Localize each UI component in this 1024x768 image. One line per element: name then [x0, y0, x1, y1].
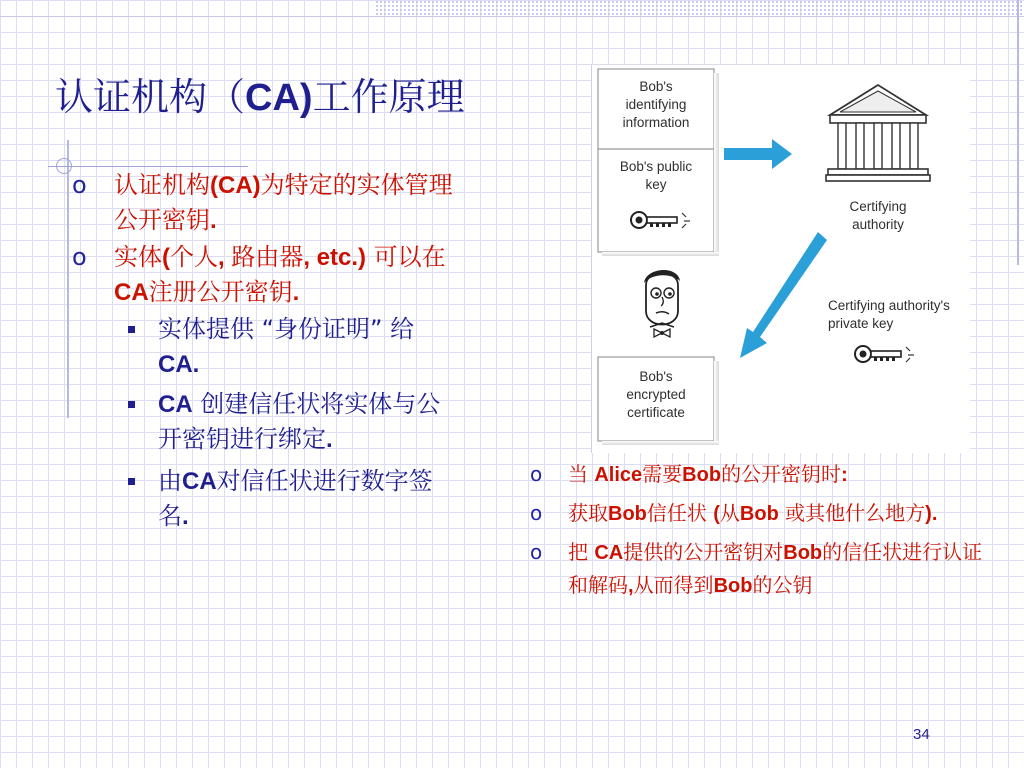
right-bullet-list	[530, 458, 1000, 602]
left-vertical-rule	[67, 140, 69, 418]
text-run: .	[182, 503, 189, 530]
text-run: CA.	[158, 351, 200, 378]
text-run: Bob	[713, 575, 753, 597]
list-item-text	[72, 168, 464, 238]
list-item-text	[530, 497, 988, 530]
text-run: 注册公开密钥	[148, 278, 293, 306]
text-run: ).	[925, 503, 938, 525]
text-run: CA	[182, 468, 217, 495]
text-run: 的公钥	[752, 573, 813, 597]
bullet-marker: o	[530, 462, 543, 486]
text-run: 当	[568, 462, 595, 486]
text-run: 需要	[642, 462, 683, 486]
text-run: Bob	[739, 503, 779, 525]
list-item	[72, 240, 492, 310]
right-vertical-rule	[1017, 0, 1019, 265]
sub-item-text	[128, 464, 458, 534]
text-run: (	[162, 244, 170, 271]
list-item-text	[72, 240, 454, 310]
private-key-icon	[855, 346, 914, 362]
doc-line: Bob's	[639, 369, 673, 384]
text-run: CA	[114, 279, 149, 306]
encrypted-certificate-document	[598, 357, 719, 445]
decorative-rule	[48, 166, 248, 167]
text-run: Bob	[682, 464, 722, 486]
bank-building-icon	[826, 85, 930, 181]
slide-title	[55, 66, 465, 121]
text-run: 为特定的实体管理公开密钥	[114, 171, 453, 234]
text-run: (CA)	[210, 172, 261, 199]
doc-line: Bob's public	[619, 159, 693, 174]
text-run: 把	[568, 540, 595, 564]
square-bullet	[128, 326, 135, 333]
text-run: 由	[158, 467, 182, 495]
list-item	[530, 536, 1000, 602]
text-run: 从	[719, 501, 740, 525]
doc-line: certificate	[627, 405, 685, 420]
text-run: CA	[594, 542, 624, 564]
doc-line: Bob's	[639, 79, 673, 94]
text-run: 路由器	[231, 243, 304, 271]
text-run: 可以在	[366, 243, 446, 271]
sub-list-item	[128, 464, 458, 534]
text-run: 实体提供 “身份证明” 给	[158, 315, 415, 343]
text-run: .	[292, 279, 300, 306]
text-run: 的信任状进行认证和解码	[568, 540, 983, 597]
top-rule	[0, 16, 1024, 17]
text-run: , etc.)	[303, 244, 367, 271]
text-run: 获取	[568, 501, 608, 525]
doc-line: identifying	[625, 97, 687, 112]
text-run: Bob	[608, 503, 647, 525]
page-number: 34	[913, 726, 930, 743]
text-run: 对信任状进行数字签名	[158, 467, 433, 530]
text-run: 认证机构	[114, 171, 210, 199]
text-run: .	[210, 207, 217, 234]
text-run: 实体	[114, 243, 162, 271]
left-bullet-list	[72, 168, 492, 534]
text-run: :	[841, 464, 848, 486]
list-item-text	[530, 536, 988, 602]
private-key-label: Certifying authority's	[828, 298, 950, 313]
person-face-icon	[644, 270, 680, 337]
text-run: 或其他什么地方	[778, 501, 926, 525]
text-run: ,	[628, 575, 634, 597]
bullet-marker: o	[72, 171, 87, 199]
text-run: 提供的公开密钥对	[623, 540, 784, 564]
private-key-label: private key	[828, 316, 894, 331]
text-run: CA	[158, 391, 193, 418]
text-run: 创建信任状将实体与公开密钥进行绑定	[158, 390, 441, 453]
text-run: Alice	[594, 464, 643, 486]
text-run: 信任状	[646, 501, 714, 525]
sub-item-text	[128, 387, 458, 457]
arrow-right	[724, 139, 792, 169]
bullet-marker: o	[530, 540, 543, 564]
ca-label: Certifying	[849, 199, 907, 214]
text-run: 个人	[170, 243, 218, 271]
decorative-ring	[56, 158, 72, 174]
list-item	[530, 458, 1000, 491]
title-en: CA)	[245, 77, 313, 119]
square-bullet	[128, 478, 135, 485]
square-bullet	[128, 401, 135, 408]
text-run: 从而得到	[633, 573, 714, 597]
sub-list-item	[128, 312, 458, 382]
text-run: ,	[218, 244, 232, 271]
sub-list-item	[128, 387, 458, 457]
list-item	[72, 168, 492, 238]
sub-item-text	[128, 312, 458, 382]
doc-line: key	[645, 177, 667, 192]
ca-diagram	[591, 64, 970, 453]
text-run: Bob	[783, 542, 823, 564]
top-dotted-band	[375, 0, 1024, 16]
ca-diagram-svg	[592, 65, 970, 453]
text-run: 的公开密钥时	[721, 462, 842, 486]
title-zh2: 工作原理	[312, 75, 465, 119]
bob-info-document	[598, 69, 719, 256]
arrow-down-left	[740, 232, 827, 358]
list-item	[530, 497, 1000, 530]
list-item-text	[530, 458, 988, 491]
text-run: (	[713, 503, 720, 525]
bullet-marker: o	[530, 501, 543, 525]
doc-line: encrypted	[626, 387, 686, 402]
ca-label: authority	[852, 217, 904, 232]
title-zh: 认证机构（	[55, 75, 246, 119]
bullet-marker: o	[72, 243, 87, 271]
text-run: .	[326, 426, 333, 453]
doc-line: information	[622, 115, 690, 130]
